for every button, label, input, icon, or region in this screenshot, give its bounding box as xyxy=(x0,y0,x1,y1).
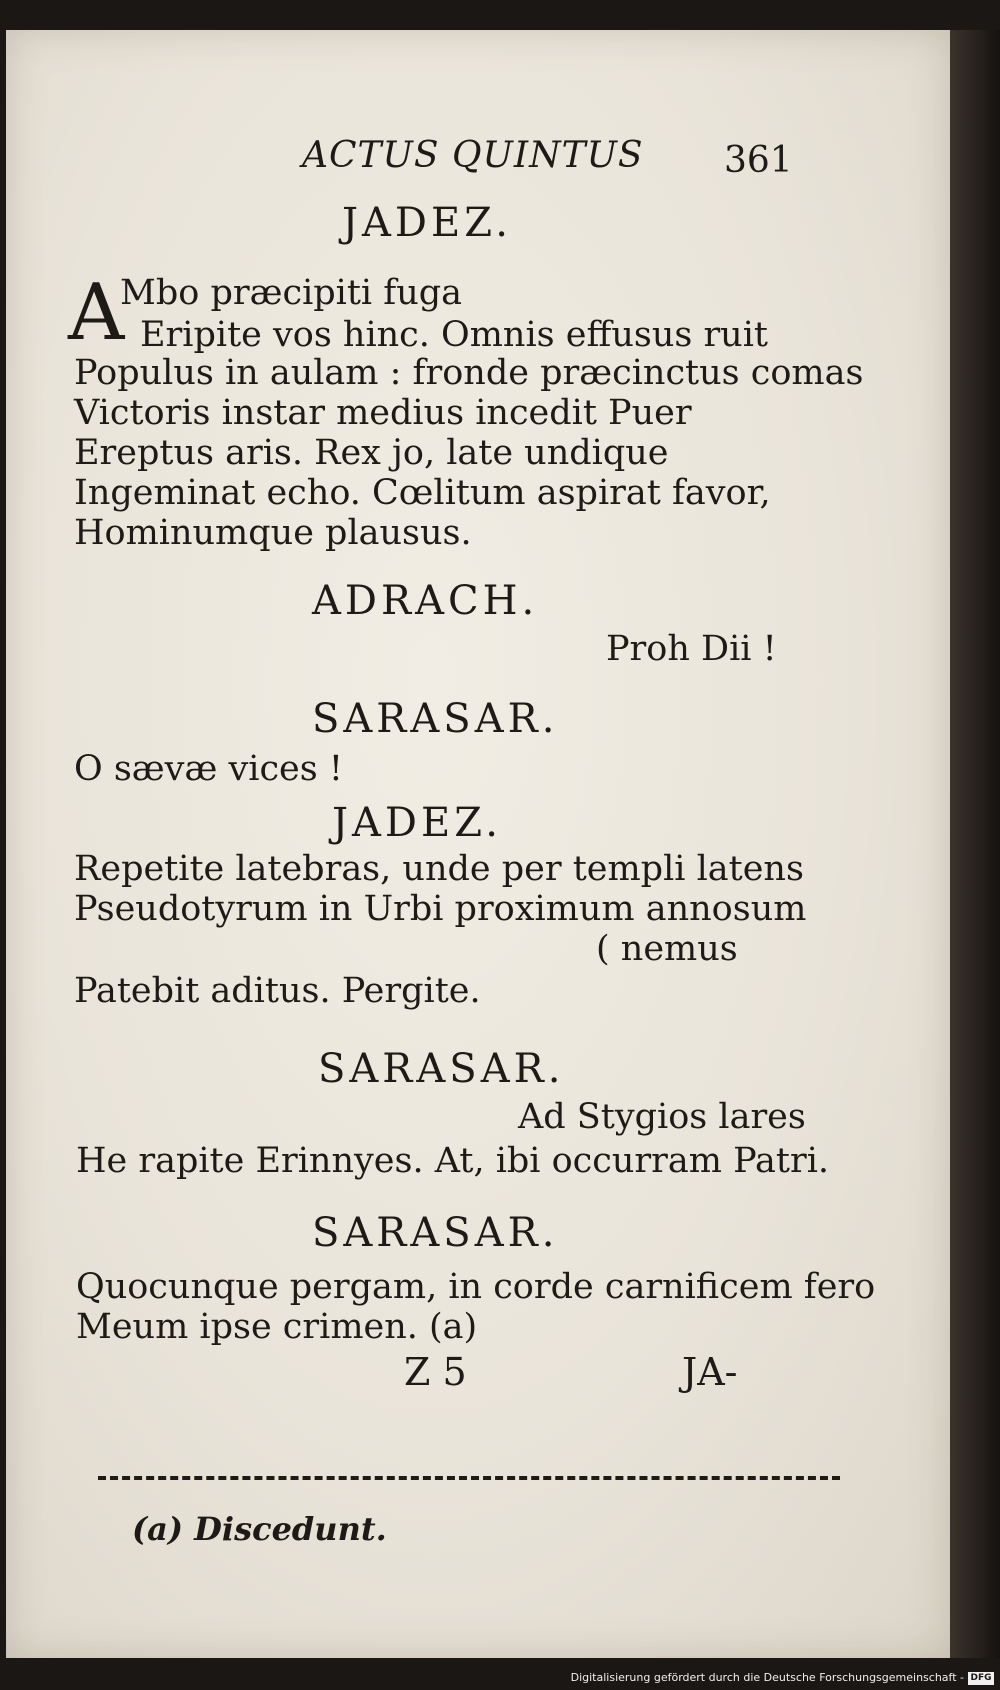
verse-line: Hominumque plausus. xyxy=(74,513,472,553)
book-edge xyxy=(950,30,1000,1658)
verse-line: Mbo præcipiti fuga xyxy=(120,273,463,313)
footnote: (a) Discedunt. xyxy=(132,1510,387,1548)
verse-line: Ingeminat echo. Cœlitum aspirat favor, xyxy=(74,473,771,513)
speaker-name: JADEZ. xyxy=(342,200,512,246)
speaker-name: SARASAR. xyxy=(312,696,559,742)
verse-line: Populus in aulam : fronde præcinctus comas xyxy=(74,353,864,393)
dfg-logo: DFG xyxy=(968,1672,994,1685)
verse-line: He rapite Erinnyes. At, ibi occurram Patri. xyxy=(76,1141,830,1181)
speaker-name: ADRACH. xyxy=(312,578,539,624)
verse-line: ( nemus xyxy=(596,929,738,969)
page-number: 361 xyxy=(724,140,793,181)
verse-line: Patebit aditus. Pergite. xyxy=(74,971,481,1011)
scan-credit: Digitalisierung gefördert durch die Deutsche Forschungsgemeinschaft - xyxy=(570,1671,964,1684)
signature-mark: Z 5 xyxy=(404,1350,467,1394)
running-head: ACTUS QUINTUS xyxy=(302,135,644,176)
catchword: JA- xyxy=(682,1350,738,1394)
verse-line: Repetite latebras, unde per templi latens xyxy=(74,849,804,889)
verse-line: Proh Dii ! xyxy=(606,629,777,669)
verse-line: O sævæ vices ! xyxy=(74,749,343,789)
verse-line: Victoris instar medius incedit Puer xyxy=(74,393,692,433)
verse-line: Ad Stygios lares xyxy=(518,1097,806,1137)
footnote-rule xyxy=(98,1476,840,1480)
verse-line: Eripite vos hinc. Omnis effusus ruit xyxy=(140,315,768,355)
verse-line: Pseudotyrum in Urbi proximum annosum xyxy=(74,889,807,929)
verse-line: Quocunque pergam, in corde carnificem fero xyxy=(76,1267,876,1307)
speaker-name: JADEZ. xyxy=(332,800,502,846)
verse-line: Meum ipse crimen. (a) xyxy=(76,1307,478,1347)
speaker-name: SARASAR. xyxy=(312,1210,559,1256)
drop-cap: A xyxy=(68,268,125,358)
speaker-name: SARASAR. xyxy=(318,1046,565,1092)
book-page xyxy=(6,30,950,1658)
verse-line: Ereptus aris. Rex jo, late undique xyxy=(74,433,669,473)
